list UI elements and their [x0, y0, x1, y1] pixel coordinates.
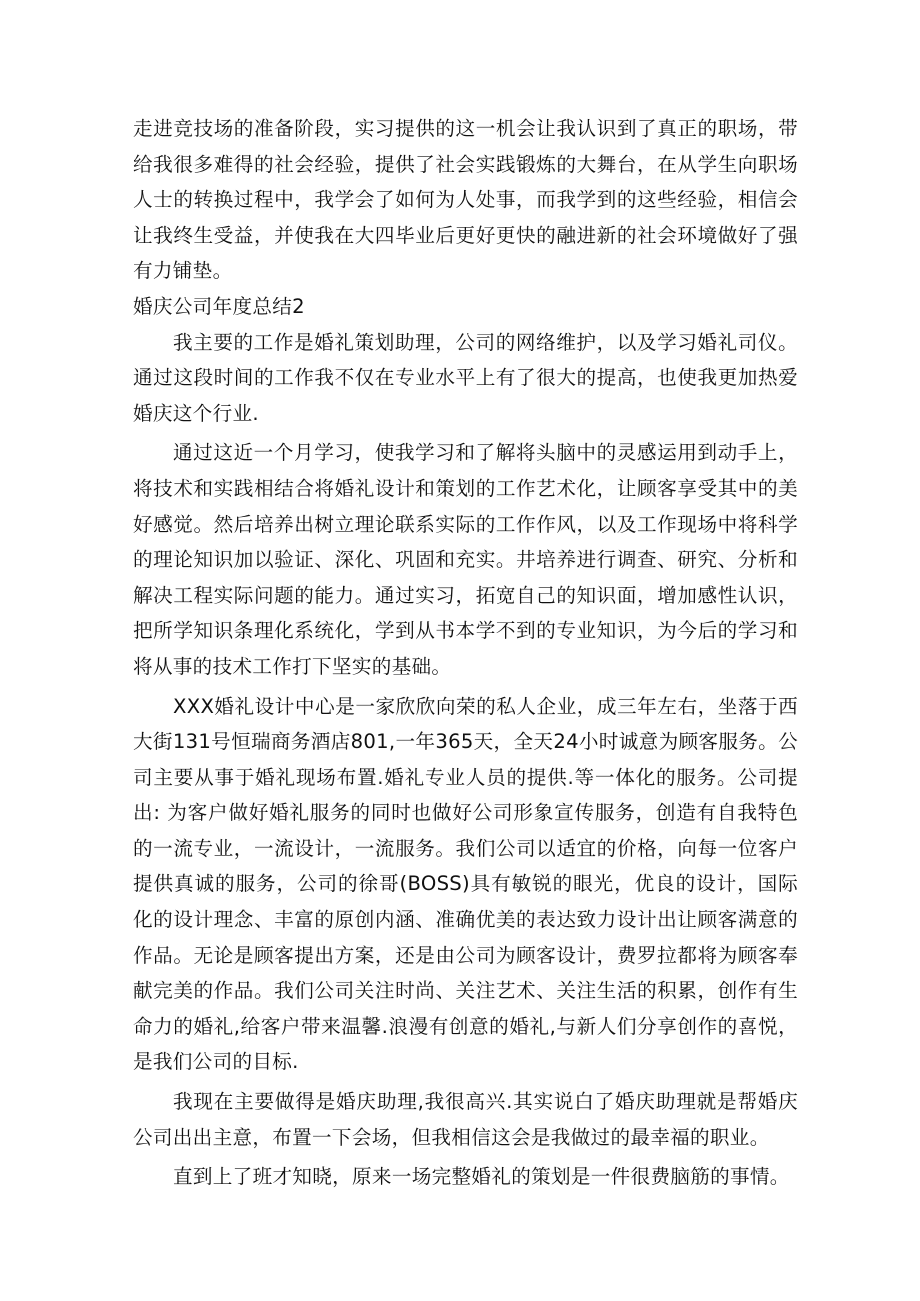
paragraph-company-intro: XXX婚礼设计中心是一家欣欣向荣的私人企业，成三年左右，坐落于西大街131号恒瑞商务酒店801,一年365天，全天24小时诚意为顾客服务。公司主要从事于婚礼现场布置.婚礼专业人员的提供.等一体化的服务。公司提出: 为客户做好婚礼服务的同时也做好公司形象宣传服务，创造有自我特色的一流专业，一流设计，一流服务。我们公司以适宜的价格，向每一位客户提供真诚的服务，公司的徐哥(BOSS)具有敏锐的眼光，优良的设计，国际化的设计理念、丰富的原创内涵、准确优美的表达致力设计出让顾客满意的作品。无论是顾客提出方案，还是由公司为顾客设计，费罗拉都将为顾客奉献完美的作品。我们公司关注时尚、关注艺术、关注生活的积累，创作有生命力的婚礼,给客户带来温馨.浪漫有创意的婚礼,与新人们分享创作的喜悦，是我们公司的目标.	[133, 694, 798, 1074]
paragraph-learning: 通过这近一个月学习，使我学习和了解将头脑中的灵感运用到动手上，将技术和实践相结合将婚礼设计和策划的工作艺术化，让顾客享受其中的美好感觉。然后培养出树立理论联系实际的工作作风，以及工作现场中将科学的理论知识加以验证、深化、巩固和充实。井培养进行调查、研究、分析和解决工程实际问题的能力。通过实习，拓宽自己的知识面，增加感性认识，把所学知识条理化系统化，学到从书本学不到的专业知识，为今后的学习和将从事的技术工作打下坚实的基础。	[133, 441, 798, 678]
paragraph-work-duties: 我主要的工作是婚礼策划助理，公司的网络维护，以及学习婚礼司仪。通过这段时间的工作我不仅在专业水平上有了很大的提高，也使我更加热爱婚庆这个行业.	[133, 330, 798, 425]
document-body	[133, 111, 798, 1195]
section-heading: 婚庆公司年度总结2	[133, 294, 305, 318]
paragraph-current-role: 我现在主要做得是婚庆助理,我很高兴.其实说白了婚庆助理就是帮婚庆公司出出主意，布置一下会场，但我相信这会是我做过的最幸福的职业。	[133, 1090, 798, 1149]
paragraph-continued: 走进竞技场的准备阶段，实习提供的这一机会让我认识到了真正的职场，带给我很多难得的社会经验，提供了社会实践锻炼的大舞台，在从学生向职场人士的转换过程中，我学会了如何为人处事，而我学到的这些经验，相信会让我终生受益，并使我在大四毕业后更好更快的融进新的社会环境做好了强有力铺垫。	[133, 117, 798, 283]
paragraph-realization: 直到上了班才知晓，原来一场完整婚礼的策划是一件很费脑筋的事情。	[173, 1165, 790, 1189]
